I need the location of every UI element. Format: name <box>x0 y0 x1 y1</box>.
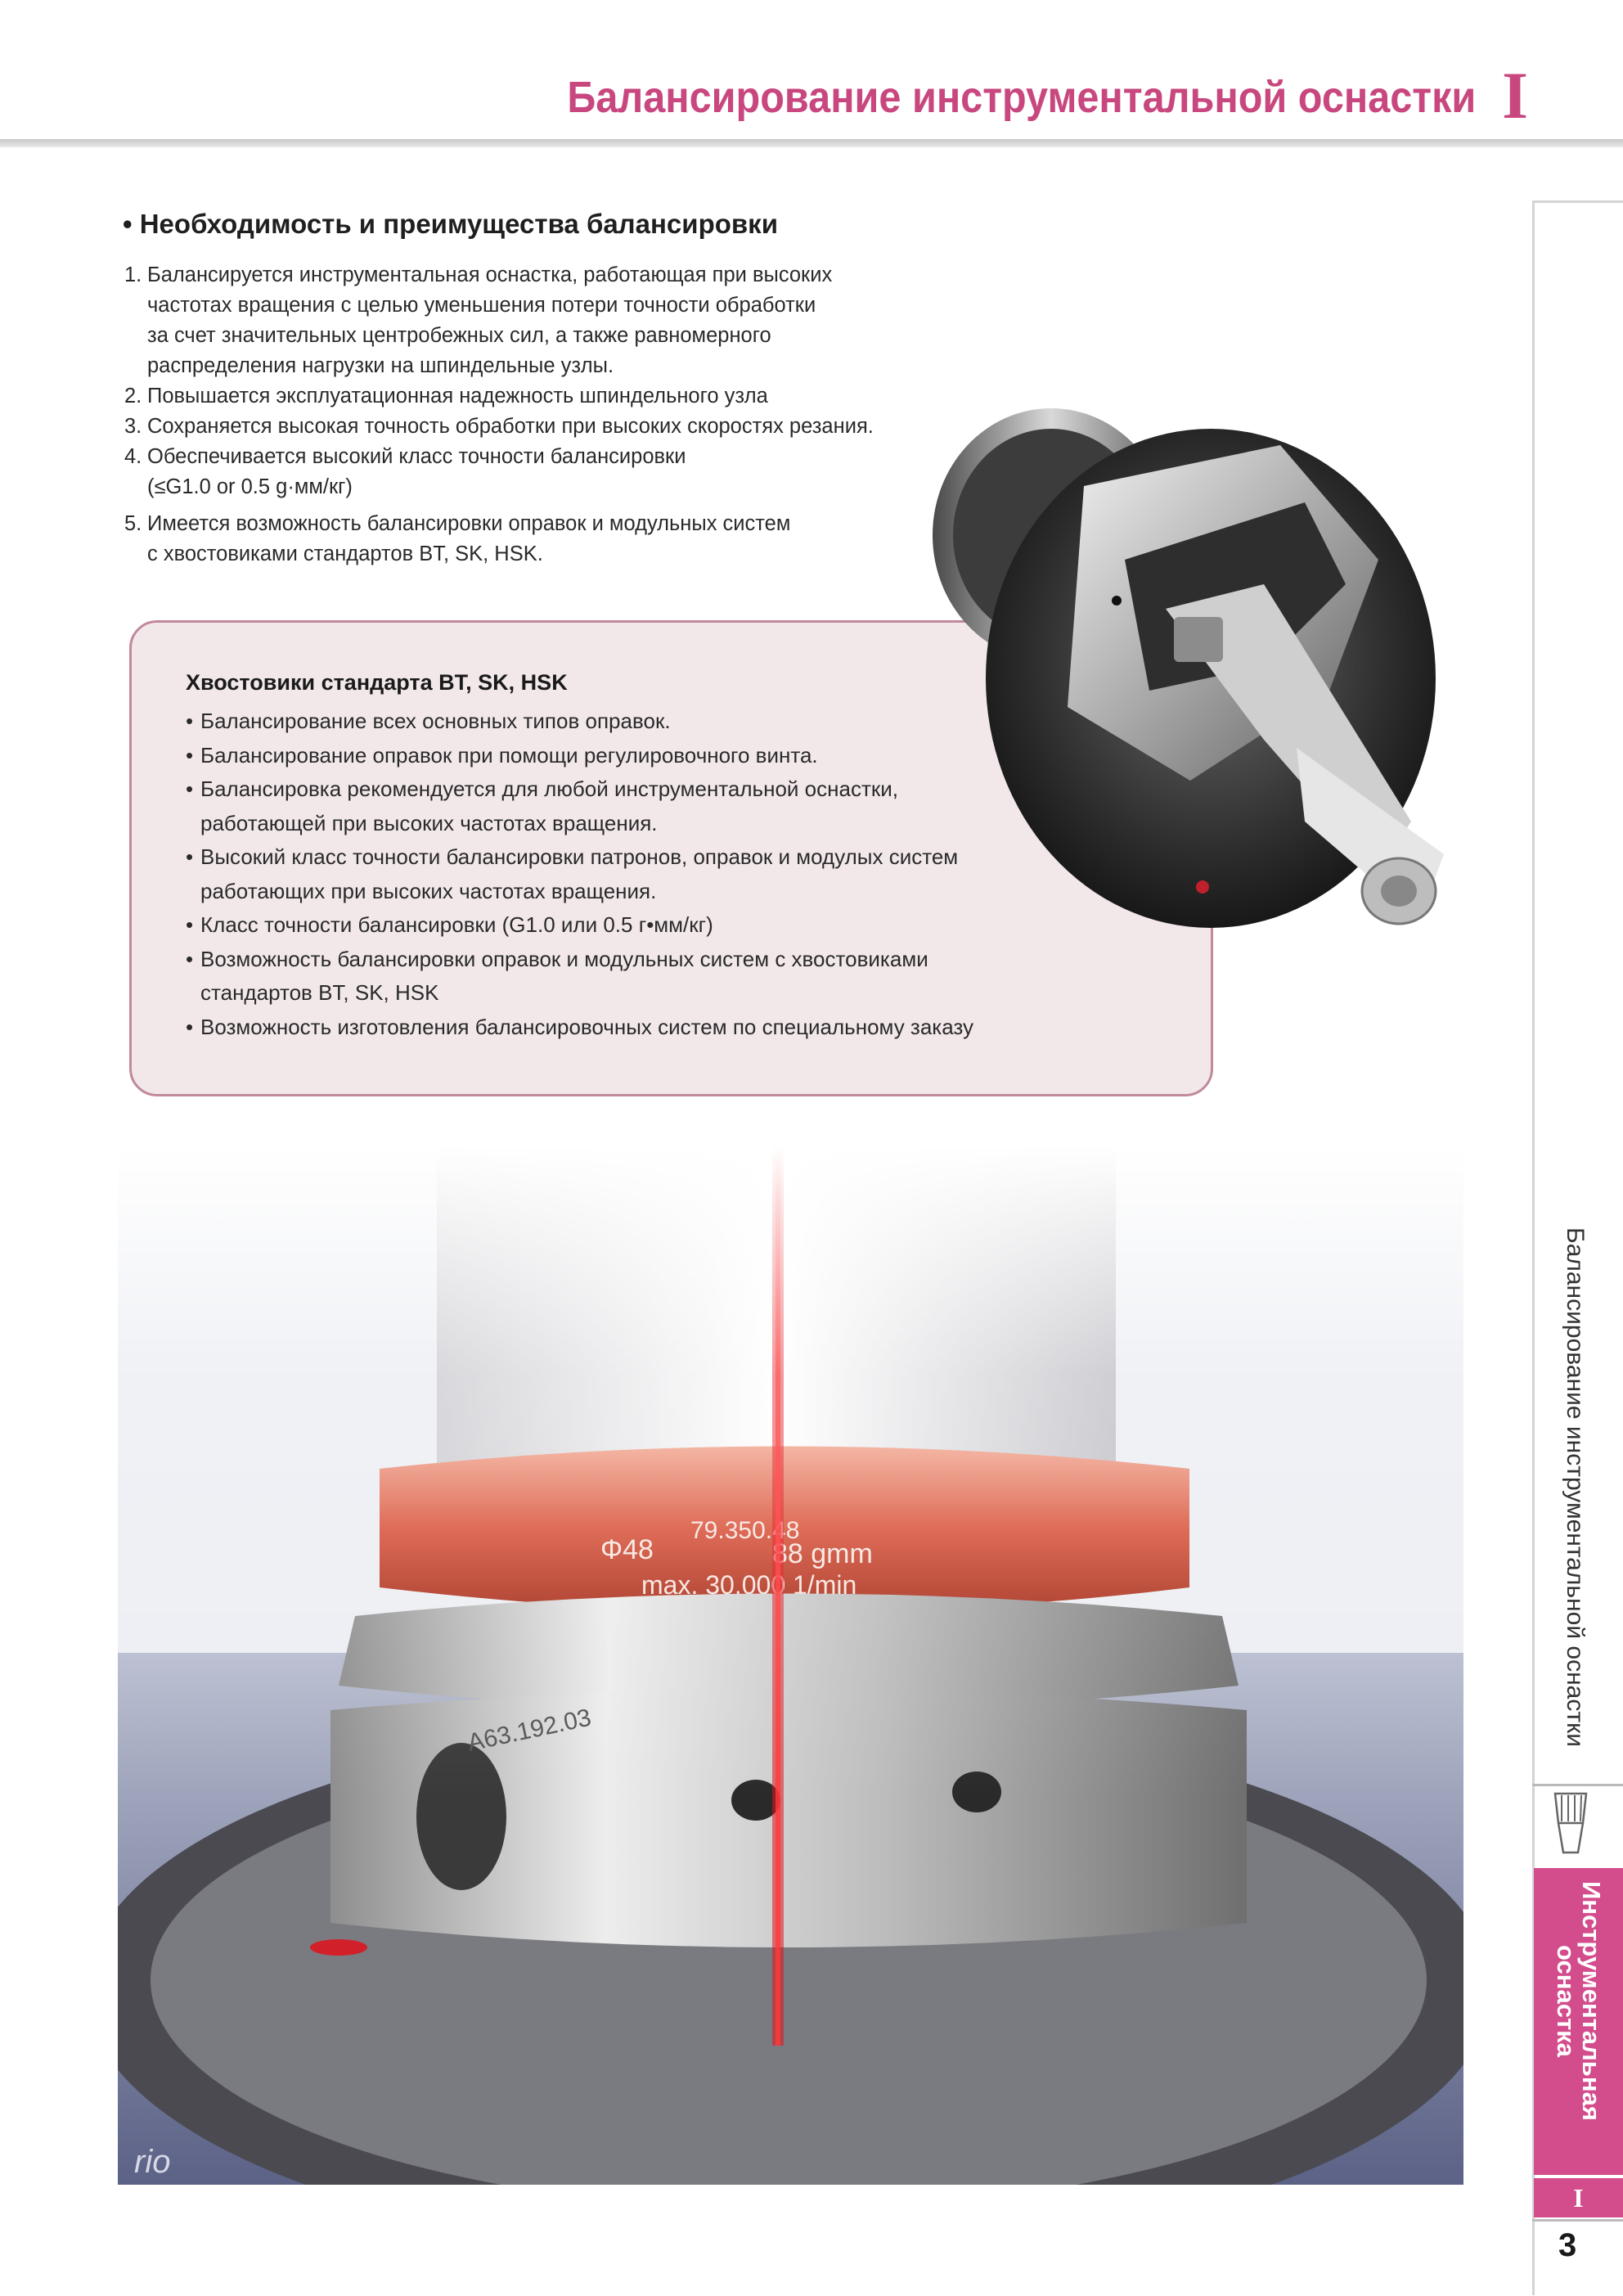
chapter-tab-label: Инструментальная оснастка <box>1552 1881 1606 2121</box>
list-item: • Возможность изготовления балансировочных систем по специальному заказу <box>186 1014 974 1039</box>
chapter-roman-numeral: I <box>1502 58 1528 133</box>
list-item: 2. Повышается эксплуатационная надежность шпиндельного узла <box>124 385 768 407</box>
list-item: 3. Сохраняется высокая точность обработки при высоких скоростях резания. <box>124 415 874 438</box>
benefits-list <box>124 260 874 569</box>
page-number: 3 <box>1558 2227 1577 2263</box>
list-item: 4. Обеспечивается высокий класс точности балансировки (≤G1.0 or 0.5 g·мм/кг) <box>124 445 686 498</box>
sidebar-rule <box>1532 1784 1623 1786</box>
info-box-title: Хвостовики стандарта BT, SK, HSK <box>186 670 568 695</box>
sidebar-top-rule <box>1532 200 1623 203</box>
svg-text:rio: rio <box>134 2144 171 2180</box>
list-item: 5. Имеется возможность балансировки оправок и модульных систем с хвостовиками стандартов BT, SK, HSK. <box>124 512 791 565</box>
list-item-continued: стандартов BT, SK, HSK <box>200 980 439 1005</box>
info-box-list <box>186 705 973 1044</box>
sidebar-vertical-label: Балансирование инструментальной оснастки <box>1562 1227 1589 1747</box>
collet-icon <box>1550 1790 1591 1857</box>
chapter-tab-roman: I <box>1534 2178 1623 2217</box>
page-title: Балансирование инструментальной оснастки <box>567 73 1476 122</box>
header-divider <box>0 139 1623 147</box>
section-heading: • Необходимость и преимущества балансировки <box>123 209 778 239</box>
list-item: • Балансирование всех основных типов оправок. <box>186 709 671 733</box>
list-item: • Балансировка рекомендуется для любой инструментальной оснастки, <box>186 777 898 801</box>
list-item: • Возможность балансировки оправок и модульных систем с хвостовиками <box>186 946 928 971</box>
sidebar-bottom-rule <box>1532 2219 1623 2222</box>
list-item: • Балансирование оправок при помощи регулировочного винта. <box>186 742 818 768</box>
tool-holder-cutaway-image <box>920 396 1477 969</box>
list-item-continued: работающих при высоких частотах вращения. <box>200 878 657 903</box>
list-item: • Класс точности балансировки (G1.0 или 0.5 г•мм/кг) <box>186 912 713 937</box>
list-item: • Высокий класс точности балансировки патронов, оправок и модулых систем <box>186 844 959 869</box>
list-item: 1. Балансируется инструментальная оснастка, работающая при высоких частотах вращения с целью уменьшения потери точности обработки за счет значительных центробежных сил, а также равномерного распределения нагрузки на шпиндельные узлы. <box>124 263 833 377</box>
balancing-machine-image <box>118 1146 1463 2185</box>
list-item-continued: работающей при высоких частотах вращения. <box>200 810 658 835</box>
